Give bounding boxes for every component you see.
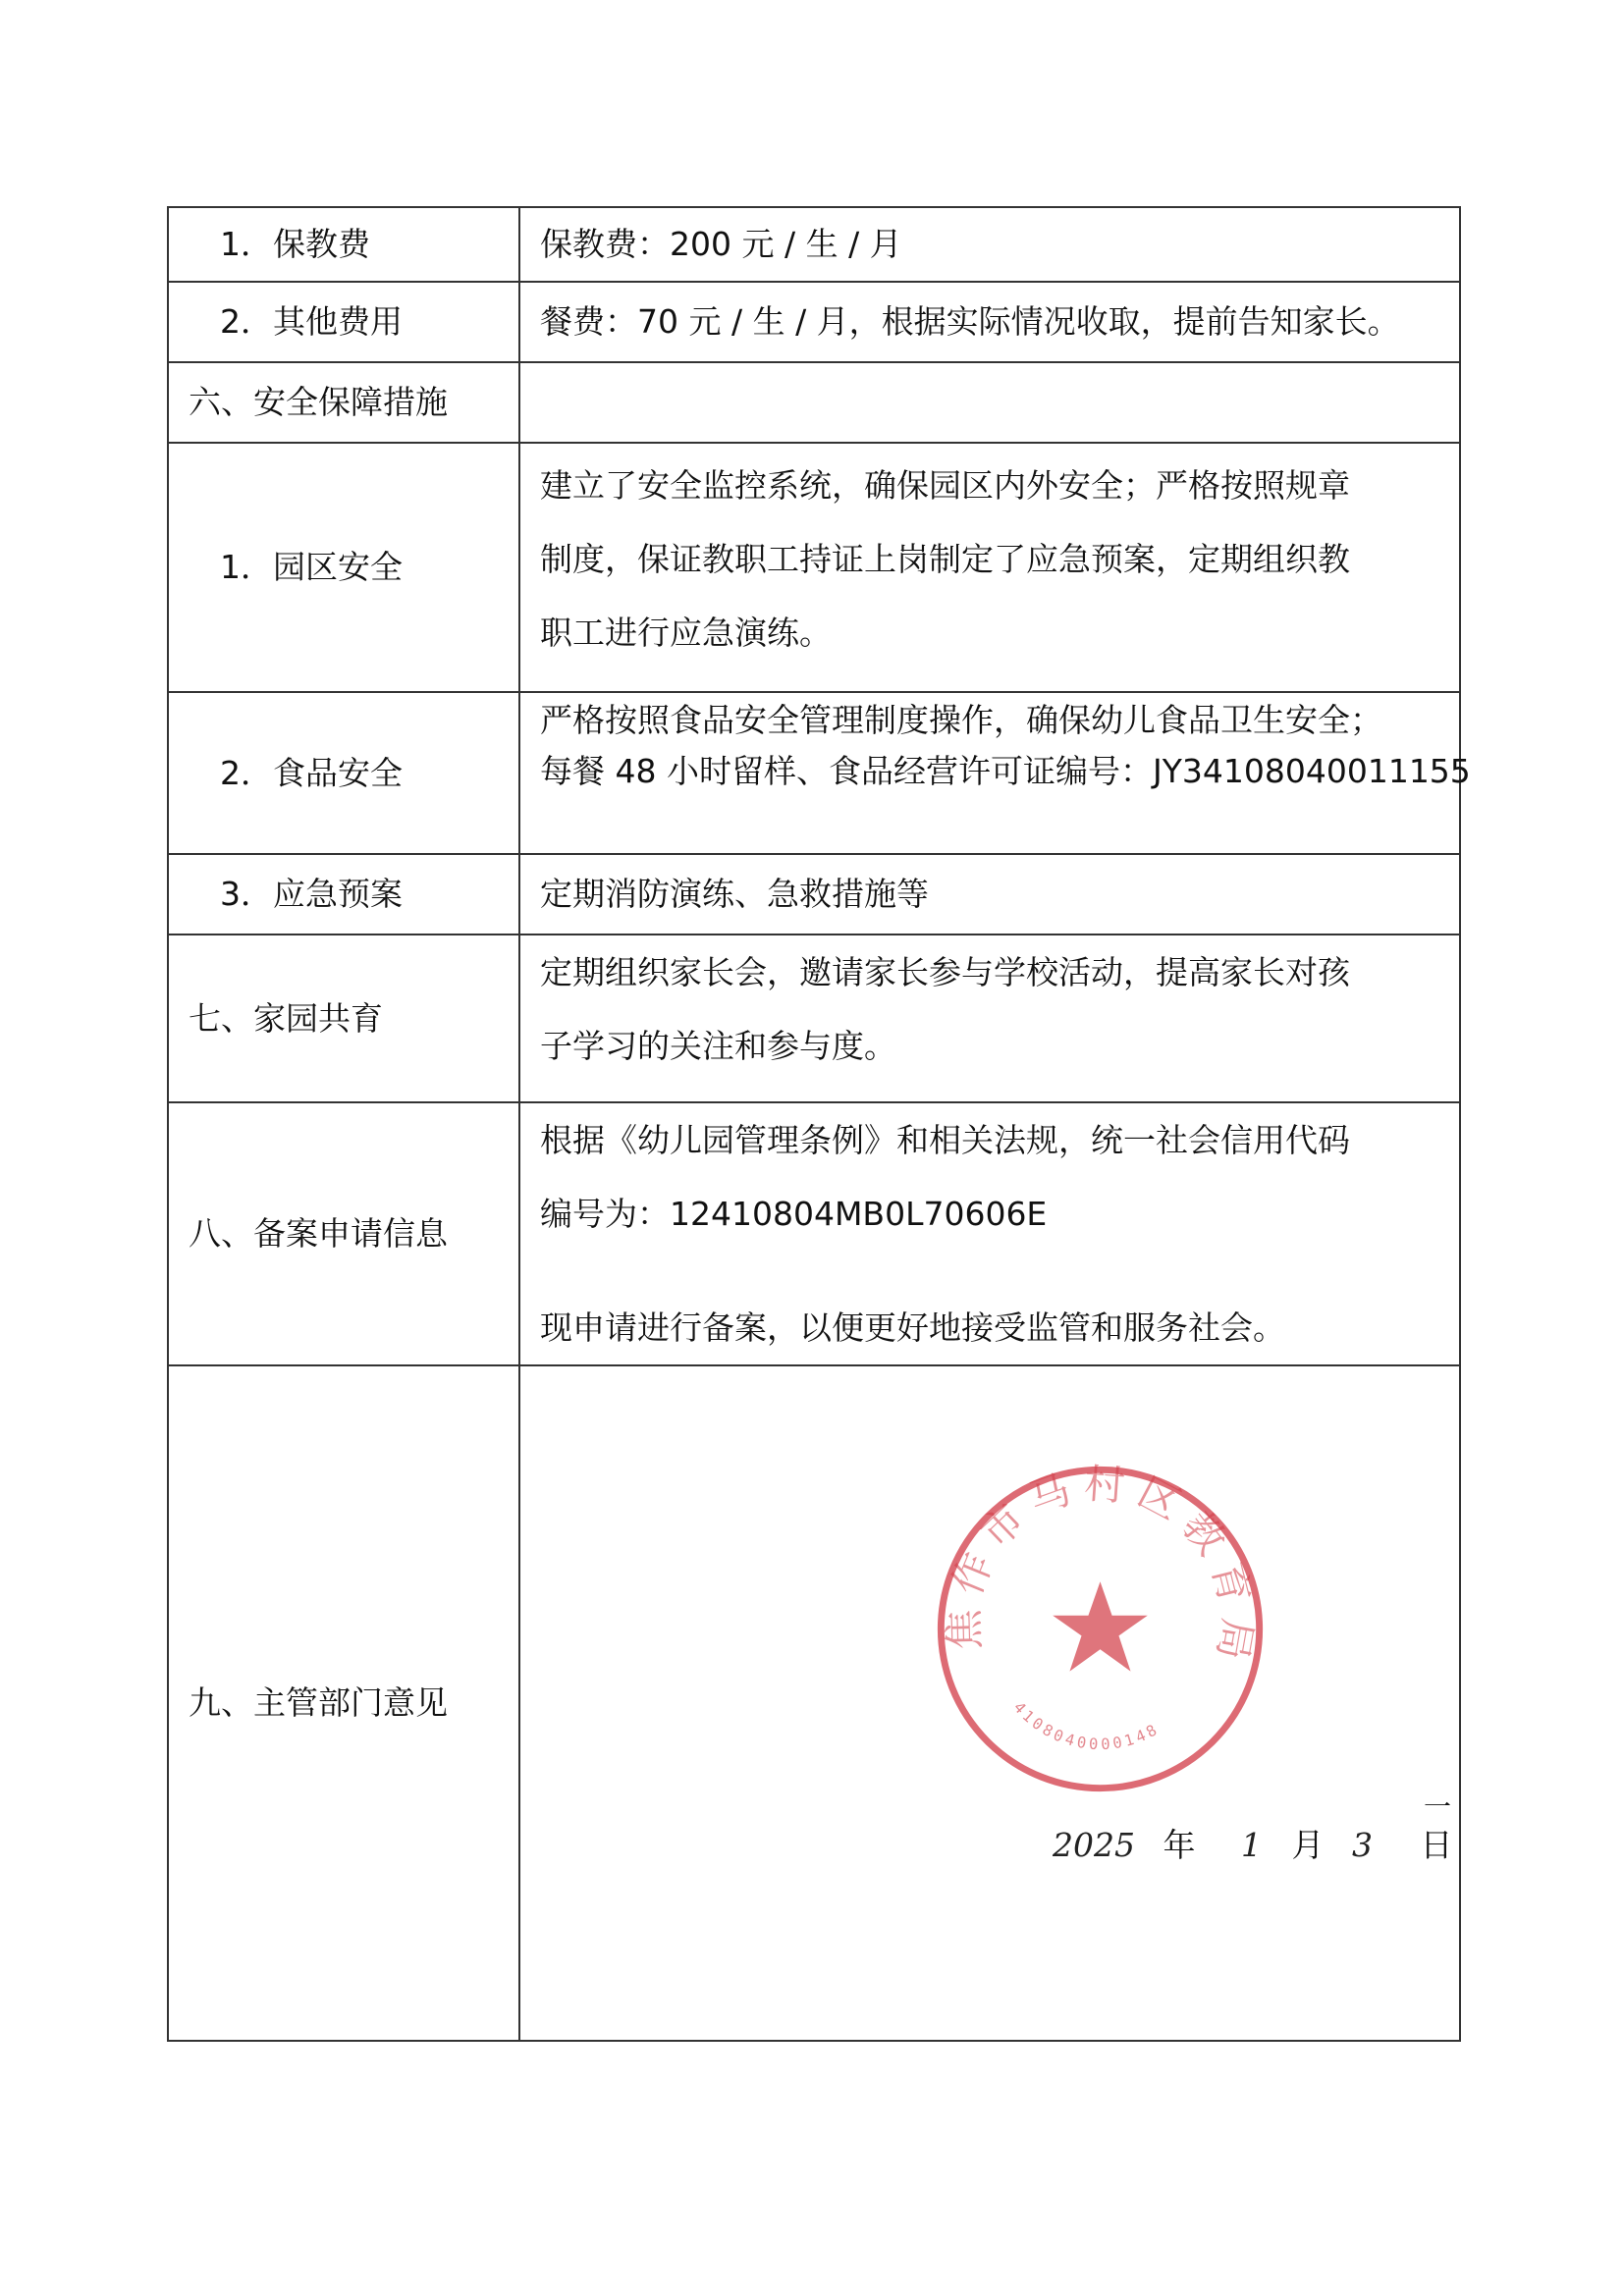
row-content-emergency-plan <box>519 854 1460 934</box>
content-line: 编号为：12410804MB0L70606E <box>540 1195 1048 1233</box>
content-line: 现申请进行备案，以便更好地接受监管和服务社会。 <box>540 1308 1285 1347</box>
row-label-dept-opinion: 九、主管部门意见 <box>168 1365 519 2041</box>
table-row <box>168 282 1460 362</box>
table-row <box>168 854 1460 934</box>
row-label-food-safety: 2．食品安全 <box>168 692 519 854</box>
row-content-food-safety <box>519 692 1471 854</box>
row-label-emergency-plan: 3．应急预案 <box>168 854 519 934</box>
table-row <box>168 362 1460 443</box>
row-content-other-fees <box>519 282 1460 362</box>
row-label-safety-measures: 六、安全保障措施 <box>168 362 519 443</box>
date-day-handwritten: 3 <box>1351 1826 1373 1864</box>
table-row <box>168 1102 1460 1365</box>
row-content-tuition <box>519 207 1460 282</box>
content-line: 建立了安全监控系统，确保园区内外安全；严格按照规章 <box>540 466 1350 505</box>
row-label-home-school: 七、家园共育 <box>168 934 519 1102</box>
row-content-safety-measures <box>519 362 1460 443</box>
row-label-campus-safety: 1．园区安全 <box>168 443 519 692</box>
table-row <box>168 1365 1460 2041</box>
content-line: 子学习的关注和参与度。 <box>540 1027 896 1065</box>
filing-table <box>167 206 1471 2042</box>
official-seal-stamp <box>931 1460 1270 1798</box>
date-month-handwritten: 1 <box>1240 1826 1262 1864</box>
content-line: 制度，保证教职工持证上岗制定了应急预案，定期组织教 <box>540 540 1350 578</box>
table-row <box>168 207 1460 282</box>
row-content-home-school <box>519 934 1460 1102</box>
table-row <box>168 443 1460 692</box>
seal-number: 4108040000148 <box>1009 1698 1163 1754</box>
content-line: 职工进行应急演练。 <box>540 614 832 652</box>
date-day-label: 日 <box>1420 1826 1453 1864</box>
row-content-dept-opinion <box>519 1365 1460 2041</box>
seal-star-icon <box>1053 1581 1148 1671</box>
row-label-other-fees: 2．其他费用 <box>168 282 519 362</box>
signature-dash: 一 <box>1424 1790 1452 1823</box>
content-line: 定期消防演练、急救措施等 <box>540 875 929 914</box>
row-label-tuition: 1．保教费 <box>168 207 519 282</box>
table-row <box>168 692 1460 854</box>
content-line: 保教费：200 元 / 生 / 月 <box>540 225 902 264</box>
content-line: 每餐 48 小时留样、食品经营许可证编号：JY34108040011155 <box>540 752 1471 790</box>
content-line: 根据《幼儿园管理条例》和相关法规，统一社会信用代码 <box>540 1121 1350 1159</box>
content-line: 餐费：70 元 / 生 / 月，根据实际情况收取，提前告知家长。 <box>540 302 1400 342</box>
date-year-label: 年 <box>1163 1826 1196 1864</box>
content-line: 严格按照食品安全管理制度操作，确保幼儿食品卫生安全； <box>540 701 1382 739</box>
seal-text: 焦作市马村区教育局 <box>940 1460 1262 1674</box>
row-content-campus-safety <box>519 443 1460 692</box>
signature-date <box>1053 1826 1452 1865</box>
table-row <box>168 934 1460 1102</box>
row-label-filing-info: 八、备案申请信息 <box>168 1102 519 1365</box>
date-month-label: 月 <box>1291 1826 1325 1864</box>
content-line: 定期组织家长会，邀请家长参与学校活动，提高家长对孩 <box>540 953 1350 991</box>
date-year-handwritten: 2025 <box>1053 1826 1135 1864</box>
row-content-filing-info <box>519 1102 1460 1365</box>
